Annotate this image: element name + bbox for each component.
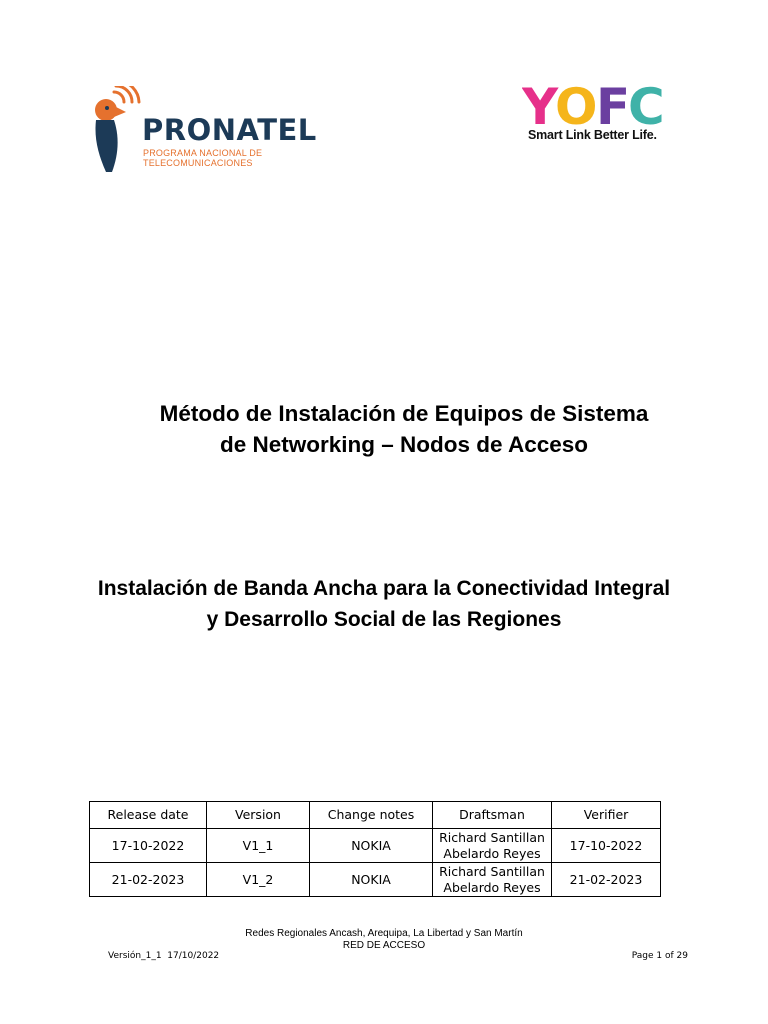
table-header-row <box>90 802 661 829</box>
svg-text:Y: Y <box>522 82 559 128</box>
draftsman-line-2: Abelardo Reyes <box>443 879 541 895</box>
cell-version: V1_1 <box>207 829 310 863</box>
document-title <box>0 398 768 460</box>
footer-regions: Redes Regionales Ancash, Arequipa, La Libertad y San Martín <box>245 928 523 939</box>
bird-icon <box>92 86 142 176</box>
footer-section: RED DE ACCESO <box>342 939 426 951</box>
svg-text:O: O <box>555 82 598 128</box>
draftsman-line-2: Abelardo Reyes <box>443 845 541 861</box>
pronatel-subtitle: PROGRAMA NACIONAL DE TELECOMUNICACIONES <box>143 148 263 168</box>
cell-change-notes: NOKIA <box>310 829 433 863</box>
header-change-notes: Change notes <box>310 802 433 829</box>
cell-draftsman <box>433 829 552 863</box>
svg-text:F: F <box>596 82 631 128</box>
pronatel-logo <box>92 86 332 176</box>
cell-release-date: 17-10-2022 <box>90 829 207 863</box>
subtitle-line-2: y Desarrollo Social de las Regiones <box>206 608 562 631</box>
table-row <box>90 829 661 863</box>
header-draftsman: Draftsman <box>433 802 552 829</box>
cell-verifier: 21-02-2023 <box>552 863 661 897</box>
cell-version: V1_2 <box>207 863 310 897</box>
header-version: Version <box>207 802 310 829</box>
title-line-1: Método de Instalación de Equipos de Sistema <box>159 401 649 426</box>
footer-page-number: Page 1 of 29 <box>631 951 688 961</box>
subtitle-line-1: Instalación de Banda Ancha para la Conectividad Integral <box>97 577 671 600</box>
yofc-tagline: Smart Link Better Life. <box>528 128 657 142</box>
release-table <box>89 801 661 897</box>
cell-verifier: 17-10-2022 <box>552 829 661 863</box>
title-line-2: de Networking – Nodos de Acceso <box>220 432 588 457</box>
yofc-wordmark <box>522 82 677 128</box>
header-verifier: Verifier <box>552 802 661 829</box>
cell-draftsman <box>433 863 552 897</box>
cell-change-notes: NOKIA <box>310 863 433 897</box>
cell-release-date: 21-02-2023 <box>90 863 207 897</box>
draftsman-line-1: Richard Santillan <box>439 863 545 879</box>
footer-version: Versión_1_1 17/10/2022 <box>108 951 220 961</box>
pronatel-wordmark: PRONATEL <box>142 113 317 147</box>
table-row <box>90 863 661 897</box>
footer-center <box>0 928 768 951</box>
draftsman-line-1: Richard Santillan <box>439 829 545 845</box>
svg-text:C: C <box>628 82 665 128</box>
document-subtitle <box>0 573 768 635</box>
header-release-date: Release date <box>90 802 207 829</box>
yofc-logo <box>522 82 682 152</box>
